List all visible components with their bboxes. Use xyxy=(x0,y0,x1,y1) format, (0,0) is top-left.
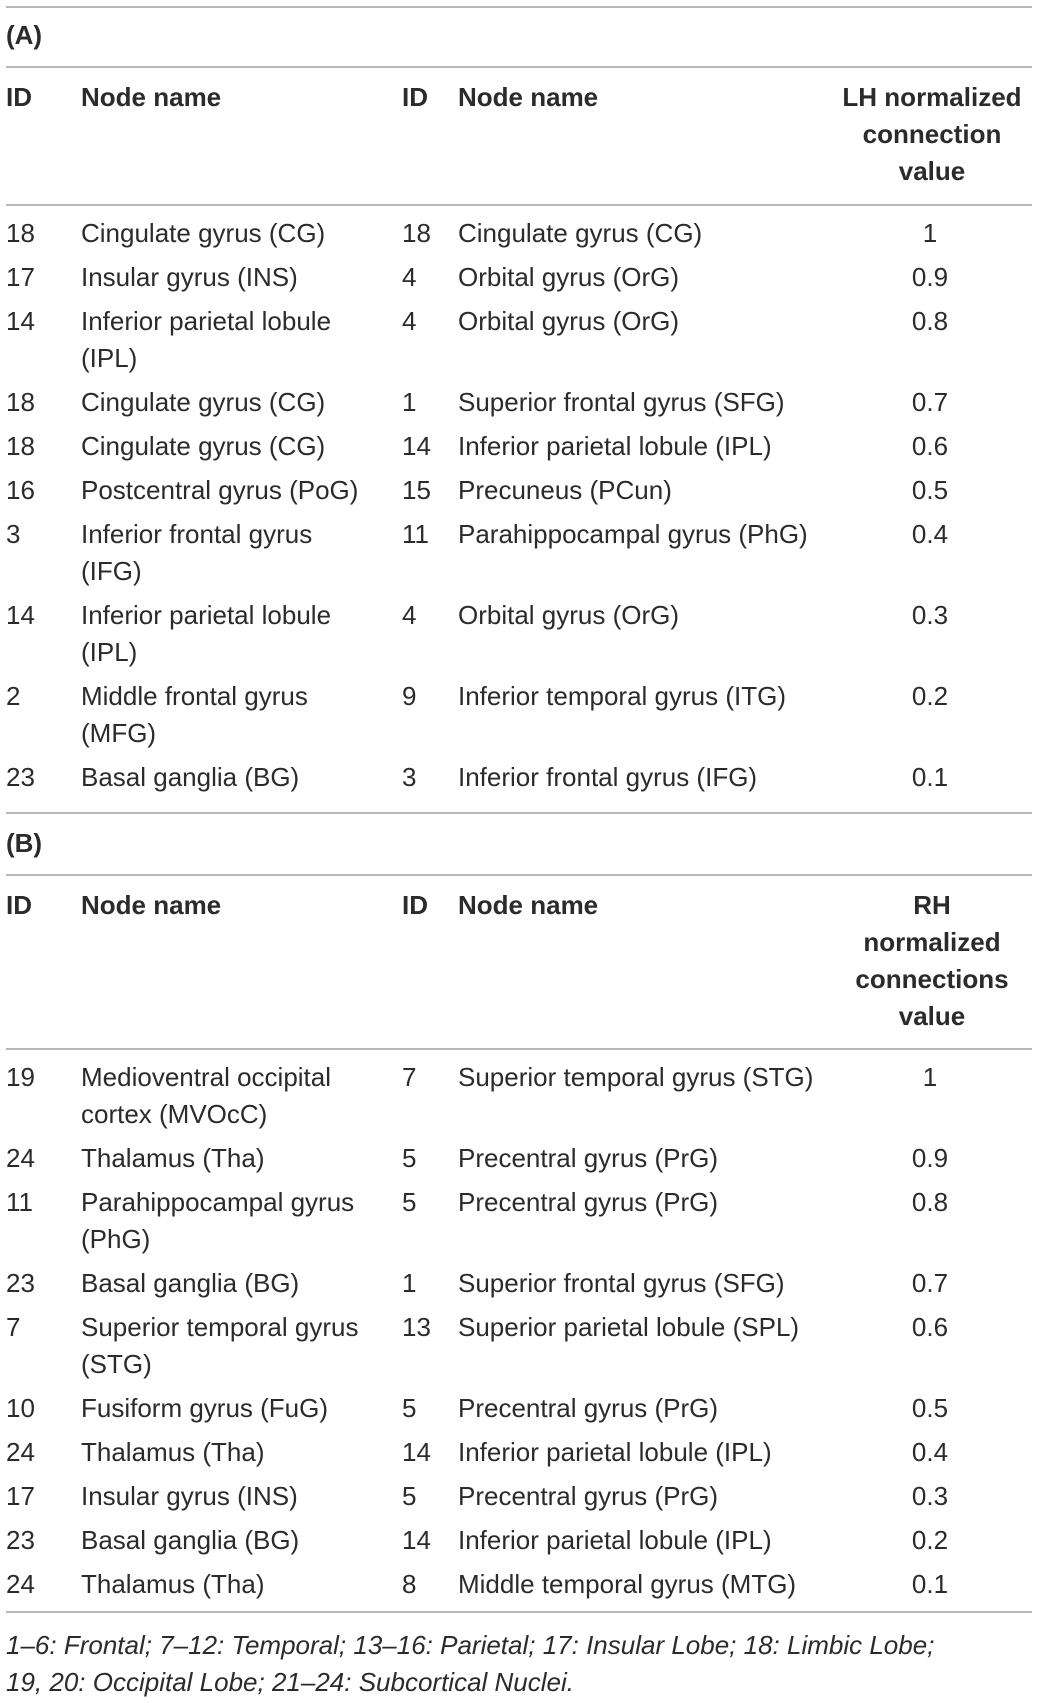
section-a-body-rule xyxy=(6,204,1032,206)
section-b-header-value-line-2: normalized xyxy=(863,927,1001,957)
row-id-1: 16 xyxy=(6,475,35,505)
row-node-name-2: Precuneus (PCun) xyxy=(458,475,672,505)
row-node-name-1: (MFG) xyxy=(81,718,157,748)
row-id-1: 24 xyxy=(6,1437,35,1467)
row-node-name-2: Superior temporal gyrus (STG) xyxy=(458,1062,814,1092)
row-id-1: 23 xyxy=(6,762,35,792)
section-b-header-rule xyxy=(6,874,1032,876)
section-b-header-value-line-3: connections xyxy=(855,964,1009,994)
row-id-1: 14 xyxy=(6,600,35,630)
row-id-2: 5 xyxy=(402,1481,417,1511)
row-node-name-1: (STG) xyxy=(81,1349,152,1379)
section-b-header-value-line-4: value xyxy=(898,1001,966,1031)
row-id-1: 18 xyxy=(6,387,35,417)
row-id-1: 14 xyxy=(6,306,35,336)
section-a-header-node-name-1: Node name xyxy=(81,82,222,112)
section-a-header-value-line-3: value xyxy=(898,156,966,186)
row-connection-value: 0.1 xyxy=(911,1569,949,1599)
row-id-2: 18 xyxy=(402,218,431,248)
row-node-name-1: Superior temporal gyrus xyxy=(81,1312,359,1342)
row-node-name-1: Basal ganglia (BG) xyxy=(81,1525,300,1555)
row-node-name-1: (PhG) xyxy=(81,1224,151,1254)
row-node-name-1: (IPL) xyxy=(81,343,138,373)
row-connection-value: 0.6 xyxy=(911,1312,949,1342)
row-node-name-2: Cingulate gyrus (CG) xyxy=(458,218,703,248)
row-id-1: 24 xyxy=(6,1143,35,1173)
row-node-name-1: Thalamus (Tha) xyxy=(81,1143,265,1173)
row-id-2: 11 xyxy=(402,519,429,549)
row-node-name-2: Superior frontal gyrus (SFG) xyxy=(458,387,785,417)
section-a-header-node-name-2: Node name xyxy=(458,82,599,112)
row-node-name-1: Postcentral gyrus (PoG) xyxy=(81,475,359,505)
row-node-name-1: Insular gyrus (INS) xyxy=(81,1481,298,1511)
section-b-header-id-1: ID xyxy=(6,890,32,920)
row-id-2: 1 xyxy=(402,1268,417,1298)
row-id-1: 3 xyxy=(6,519,21,549)
row-id-2: 3 xyxy=(402,762,417,792)
row-node-name-2: Precentral gyrus (PrG) xyxy=(458,1393,719,1423)
row-node-name-1: Inferior frontal gyrus xyxy=(81,519,313,549)
row-connection-value: 0.3 xyxy=(911,1481,949,1511)
row-node-name-1: Thalamus (Tha) xyxy=(81,1437,265,1467)
section-b-header-node-name-1: Node name xyxy=(81,890,222,920)
row-id-1: 10 xyxy=(6,1393,35,1423)
row-connection-value: 0.7 xyxy=(911,387,949,417)
row-id-2: 4 xyxy=(402,306,417,336)
row-id-2: 14 xyxy=(402,431,431,461)
row-id-2: 14 xyxy=(402,1437,431,1467)
row-node-name-2: Orbital gyrus (OrG) xyxy=(458,262,680,292)
row-node-name-2: Inferior parietal lobule (IPL) xyxy=(458,1437,772,1467)
row-connection-value: 0.7 xyxy=(911,1268,949,1298)
row-id-2: 1 xyxy=(402,387,417,417)
section-a-header-id-1: ID xyxy=(6,82,32,112)
row-node-name-1: Parahippocampal gyrus xyxy=(81,1187,355,1217)
row-node-name-2: Parahippocampal gyrus (PhG) xyxy=(458,519,808,549)
section-a-header-value-line-1: LH normalized xyxy=(842,82,1022,112)
row-id-1: 11 xyxy=(6,1187,33,1217)
row-connection-value: 1 xyxy=(922,218,938,248)
row-connection-value: 0.9 xyxy=(911,262,949,292)
row-connection-value: 0.9 xyxy=(911,1143,949,1173)
row-node-name-1: Inferior parietal lobule xyxy=(81,306,332,336)
row-id-1: 18 xyxy=(6,431,35,461)
section-b-rule xyxy=(6,812,1032,814)
row-node-name-1: Cingulate gyrus (CG) xyxy=(81,431,326,461)
footnote-line-1: 1–6: Frontal; 7–12: Temporal; 13–16: Parietal; 17: Insular Lobe; 18: Limbic Lobe; xyxy=(6,1630,935,1660)
row-connection-value: 0.8 xyxy=(911,306,949,336)
row-node-name-2: Inferior frontal gyrus (IFG) xyxy=(458,762,758,792)
top-rule xyxy=(6,6,1032,8)
row-connection-value: 0.2 xyxy=(911,1525,949,1555)
row-node-name-2: Orbital gyrus (OrG) xyxy=(458,306,680,336)
row-connection-value: 0.6 xyxy=(911,431,949,461)
row-node-name-2: Inferior parietal lobule (IPL) xyxy=(458,431,772,461)
row-id-1: 17 xyxy=(6,262,35,292)
row-node-name-1: cortex (MVOcC) xyxy=(81,1099,268,1129)
row-id-1: 19 xyxy=(6,1062,35,1092)
row-connection-value: 0.4 xyxy=(911,519,949,549)
row-node-name-2: Inferior temporal gyrus (ITG) xyxy=(458,681,786,711)
section-b-header-id-2: ID xyxy=(402,890,428,920)
bottom-rule xyxy=(6,1611,1032,1613)
row-node-name-2: Precentral gyrus (PrG) xyxy=(458,1143,719,1173)
row-id-2: 8 xyxy=(402,1569,417,1599)
row-id-1: 17 xyxy=(6,1481,35,1511)
section-b-label: (B) xyxy=(6,828,43,858)
row-connection-value: 0.5 xyxy=(911,1393,949,1423)
row-connection-value: 0.1 xyxy=(911,762,949,792)
row-node-name-2: Inferior parietal lobule (IPL) xyxy=(458,1525,772,1555)
section-b-body-rule xyxy=(6,1048,1032,1050)
row-id-2: 5 xyxy=(402,1187,417,1217)
row-id-2: 9 xyxy=(402,681,417,711)
section-a-header-value-line-2: connection xyxy=(862,119,1002,149)
row-id-2: 7 xyxy=(402,1062,417,1092)
row-id-1: 7 xyxy=(6,1312,21,1342)
row-id-1: 24 xyxy=(6,1569,35,1599)
section-a-label: (A) xyxy=(6,20,43,50)
row-node-name-1: Middle frontal gyrus xyxy=(81,681,308,711)
row-id-2: 14 xyxy=(402,1525,431,1555)
row-connection-value: 1 xyxy=(922,1062,938,1092)
row-node-name-1: Cingulate gyrus (CG) xyxy=(81,387,326,417)
section-b-header-node-name-2: Node name xyxy=(458,890,599,920)
row-id-1: 23 xyxy=(6,1525,35,1555)
row-id-2: 4 xyxy=(402,262,417,292)
row-node-name-2: Superior parietal lobule (SPL) xyxy=(458,1312,800,1342)
section-a-header-id-2: ID xyxy=(402,82,428,112)
row-node-name-1: Inferior parietal lobule xyxy=(81,600,332,630)
row-node-name-2: Orbital gyrus (OrG) xyxy=(458,600,680,630)
footnote-line-2: 19, 20: Occipital Lobe; 21–24: Subcortical Nuclei. xyxy=(6,1667,575,1697)
row-connection-value: 0.5 xyxy=(911,475,949,505)
row-connection-value: 0.2 xyxy=(911,681,949,711)
row-node-name-2: Precentral gyrus (PrG) xyxy=(458,1187,719,1217)
row-node-name-2: Precentral gyrus (PrG) xyxy=(458,1481,719,1511)
row-id-2: 5 xyxy=(402,1393,417,1423)
row-node-name-1: Medioventral occipital xyxy=(81,1062,332,1092)
row-connection-value: 0.4 xyxy=(911,1437,949,1467)
row-node-name-1: Thalamus (Tha) xyxy=(81,1569,265,1599)
row-node-name-1: Basal ganglia (BG) xyxy=(81,762,300,792)
row-node-name-1: (IFG) xyxy=(81,556,142,586)
row-node-name-1: Cingulate gyrus (CG) xyxy=(81,218,326,248)
section-b-header-value-line-1: RH xyxy=(913,890,951,920)
row-node-name-1: (IPL) xyxy=(81,637,138,667)
row-id-2: 5 xyxy=(402,1143,417,1173)
row-node-name-1: Basal ganglia (BG) xyxy=(81,1268,300,1298)
row-connection-value: 0.3 xyxy=(911,600,949,630)
row-node-name-1: Insular gyrus (INS) xyxy=(81,262,298,292)
row-id-1: 2 xyxy=(6,681,21,711)
row-id-2: 15 xyxy=(402,475,431,505)
row-id-2: 13 xyxy=(402,1312,431,1342)
row-id-2: 4 xyxy=(402,600,417,630)
row-id-1: 18 xyxy=(6,218,35,248)
row-connection-value: 0.8 xyxy=(911,1187,949,1217)
row-node-name-2: Superior frontal gyrus (SFG) xyxy=(458,1268,785,1298)
row-id-1: 23 xyxy=(6,1268,35,1298)
row-node-name-1: Fusiform gyrus (FuG) xyxy=(81,1393,329,1423)
row-node-name-2: Middle temporal gyrus (MTG) xyxy=(458,1569,797,1599)
section-a-header-rule xyxy=(6,66,1032,68)
